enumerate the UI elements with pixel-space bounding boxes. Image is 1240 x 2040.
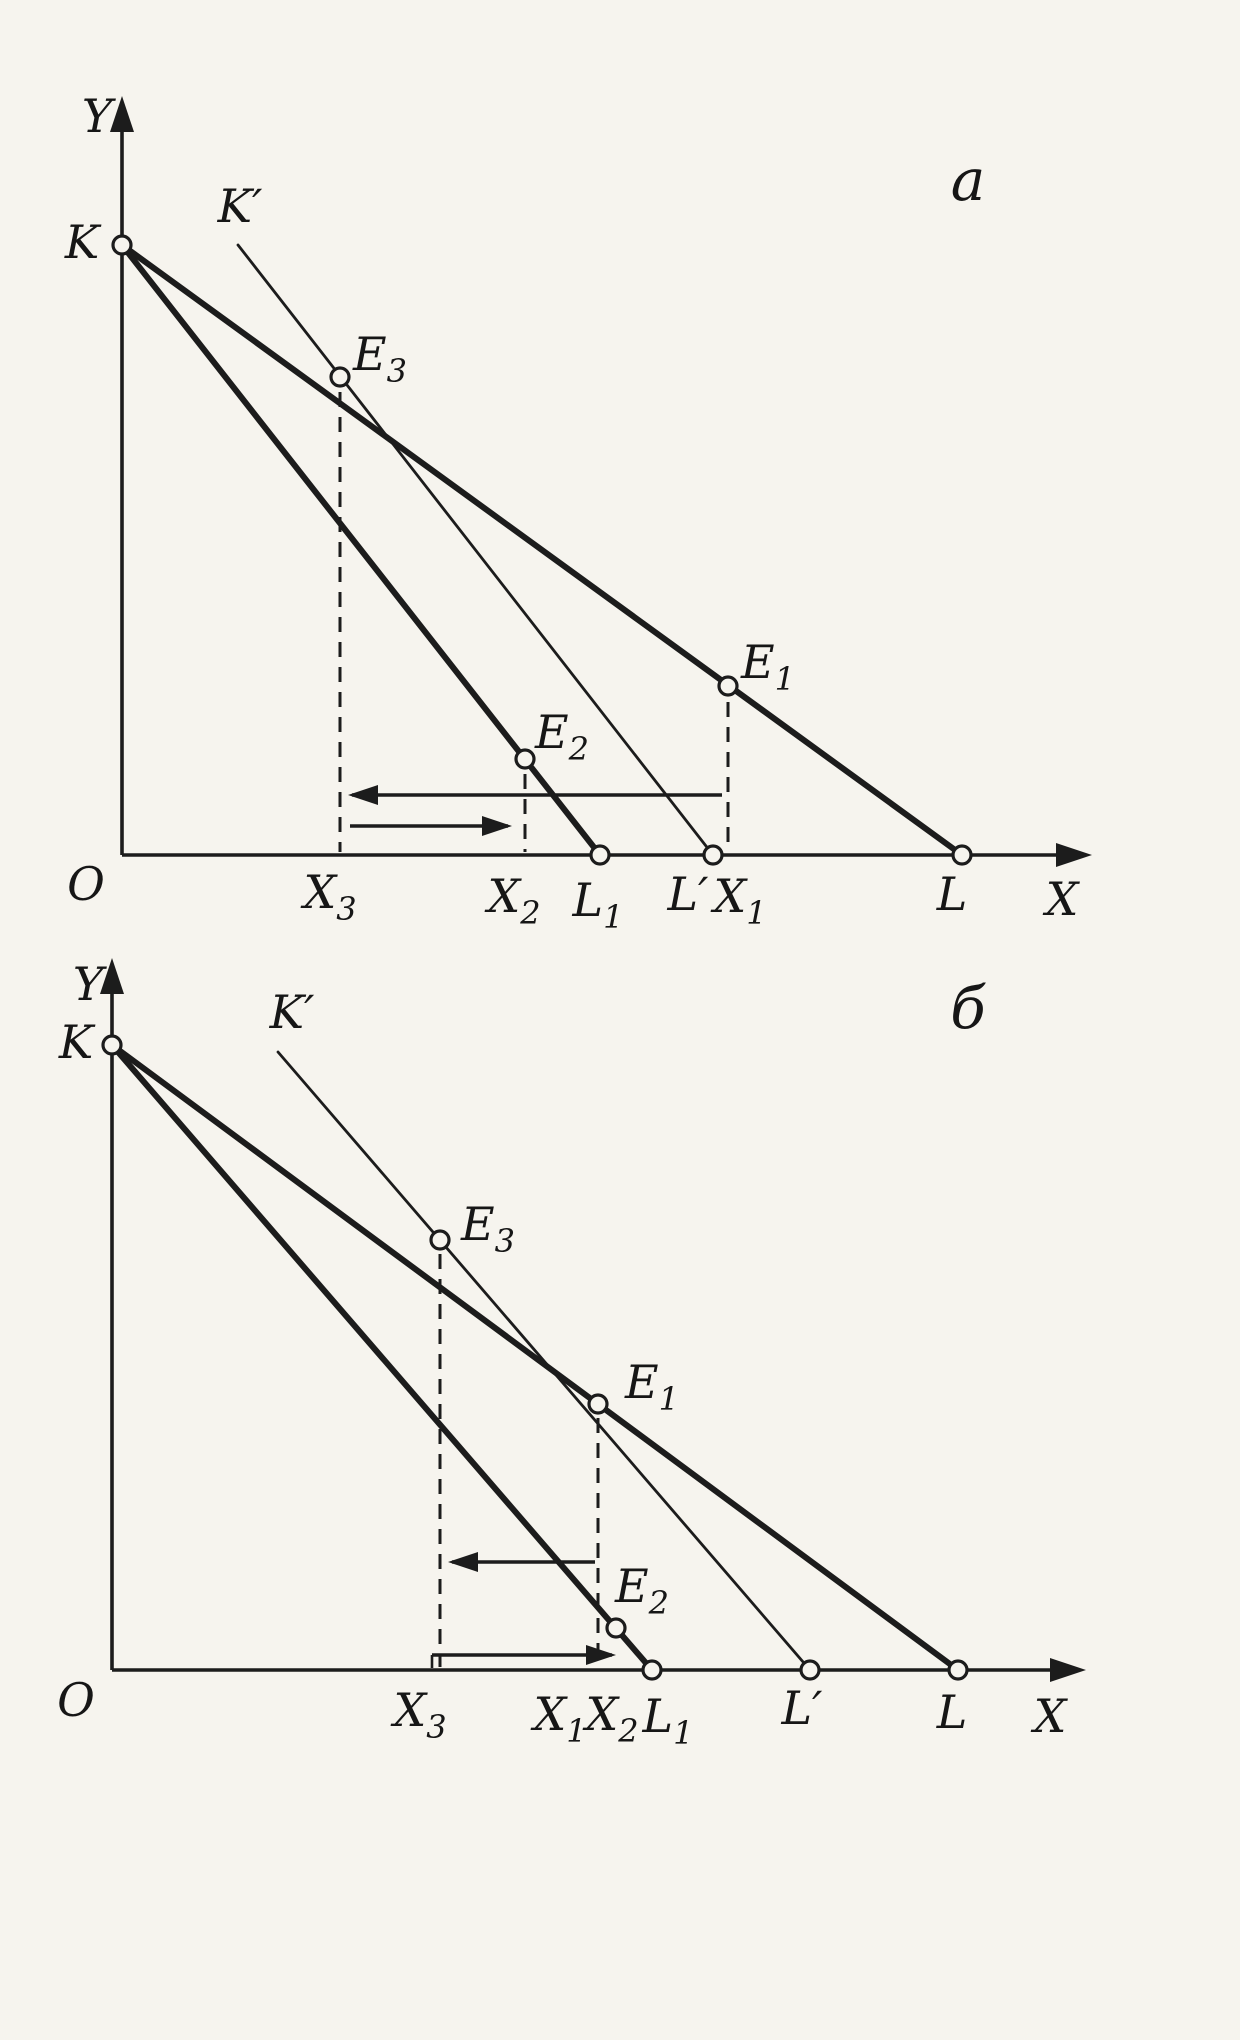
panel-a-label-K-prime: K′ xyxy=(217,179,263,233)
panel-b-point-L xyxy=(949,1661,967,1679)
panel-b-label-X3: $X_3$ xyxy=(393,1683,447,1746)
panel-a-point-E1 xyxy=(719,677,737,695)
panel-a-point-Lp xyxy=(704,846,722,864)
panel-a-label-X3: $X_3$ xyxy=(303,865,357,928)
panel-b-point-E2 xyxy=(607,1619,625,1637)
panel-a-line-KL xyxy=(122,245,962,855)
panel-a-label-Y: Y xyxy=(81,89,113,143)
panel-b-label-E2: $E_2$ xyxy=(615,1559,669,1622)
panel-b-point-E1 xyxy=(589,1395,607,1413)
panel-a-point-E3 xyxy=(331,368,349,386)
panel-b-label-K-prime: K′ xyxy=(269,985,315,1039)
panel-a-point-K xyxy=(113,236,131,254)
panel-a-label-E3: $E_3$ xyxy=(353,327,407,390)
panel-a xyxy=(64,89,1086,936)
panel-a-label-X2: $X_2$ xyxy=(487,869,541,932)
panel-a-label-L: L xyxy=(936,867,968,921)
panel-a-point-E2 xyxy=(516,750,534,768)
panel-b-label-E1: $E_1$ xyxy=(625,1355,679,1418)
panel-a-label-O: O xyxy=(67,857,105,911)
panel-a-point-L1 xyxy=(591,846,609,864)
panel-b-line-KL xyxy=(112,1045,958,1670)
panel-b-label-Y: Y xyxy=(72,957,104,1011)
panel-b-label-X1: $X_1$ xyxy=(533,1687,587,1750)
panel-b-label-L-prime: L′ xyxy=(781,1681,823,1735)
panel-b-point-E3 xyxy=(431,1231,449,1249)
panel-a-line-KpLp xyxy=(238,245,713,855)
panel-b-line-KL1 xyxy=(112,1045,652,1670)
panel-b-label-E3: $E_3$ xyxy=(461,1197,515,1260)
panel-a-label-L1: $L_1$ xyxy=(572,873,624,936)
panel-a-label-X: X xyxy=(1045,872,1079,926)
panel-b-label-K: K xyxy=(58,1015,94,1069)
panel-a-point-L xyxy=(953,846,971,864)
panel-b-label-O: O xyxy=(57,1673,95,1727)
panel-b-label-L: L xyxy=(936,1685,968,1739)
panel-b-line-KpLp xyxy=(278,1052,810,1670)
figure-layer xyxy=(57,89,1086,1752)
panel-b-label-L1: $L_1$ xyxy=(642,1689,694,1752)
panel-a-label-L-prime: L′ xyxy=(667,867,709,921)
panel-a-label-E1: $E_1$ xyxy=(741,635,795,698)
panel-a-label-E2: $E_2$ xyxy=(535,705,589,768)
panel-a-label-X1: $X_1$ xyxy=(713,869,767,932)
panel-a-label-K: K xyxy=(64,215,100,269)
panel-b-point-Lp xyxy=(801,1661,819,1679)
panel-b-point-L1 xyxy=(643,1661,661,1679)
panel-b-label-X2: $X_2$ xyxy=(585,1687,639,1750)
panel-b-point-K xyxy=(103,1036,121,1054)
panel-a-letter: а xyxy=(950,146,986,214)
panel-b xyxy=(57,957,1080,1752)
panel-b-label-X: X xyxy=(1033,1689,1067,1743)
panel-b-letter: б xyxy=(950,974,986,1042)
